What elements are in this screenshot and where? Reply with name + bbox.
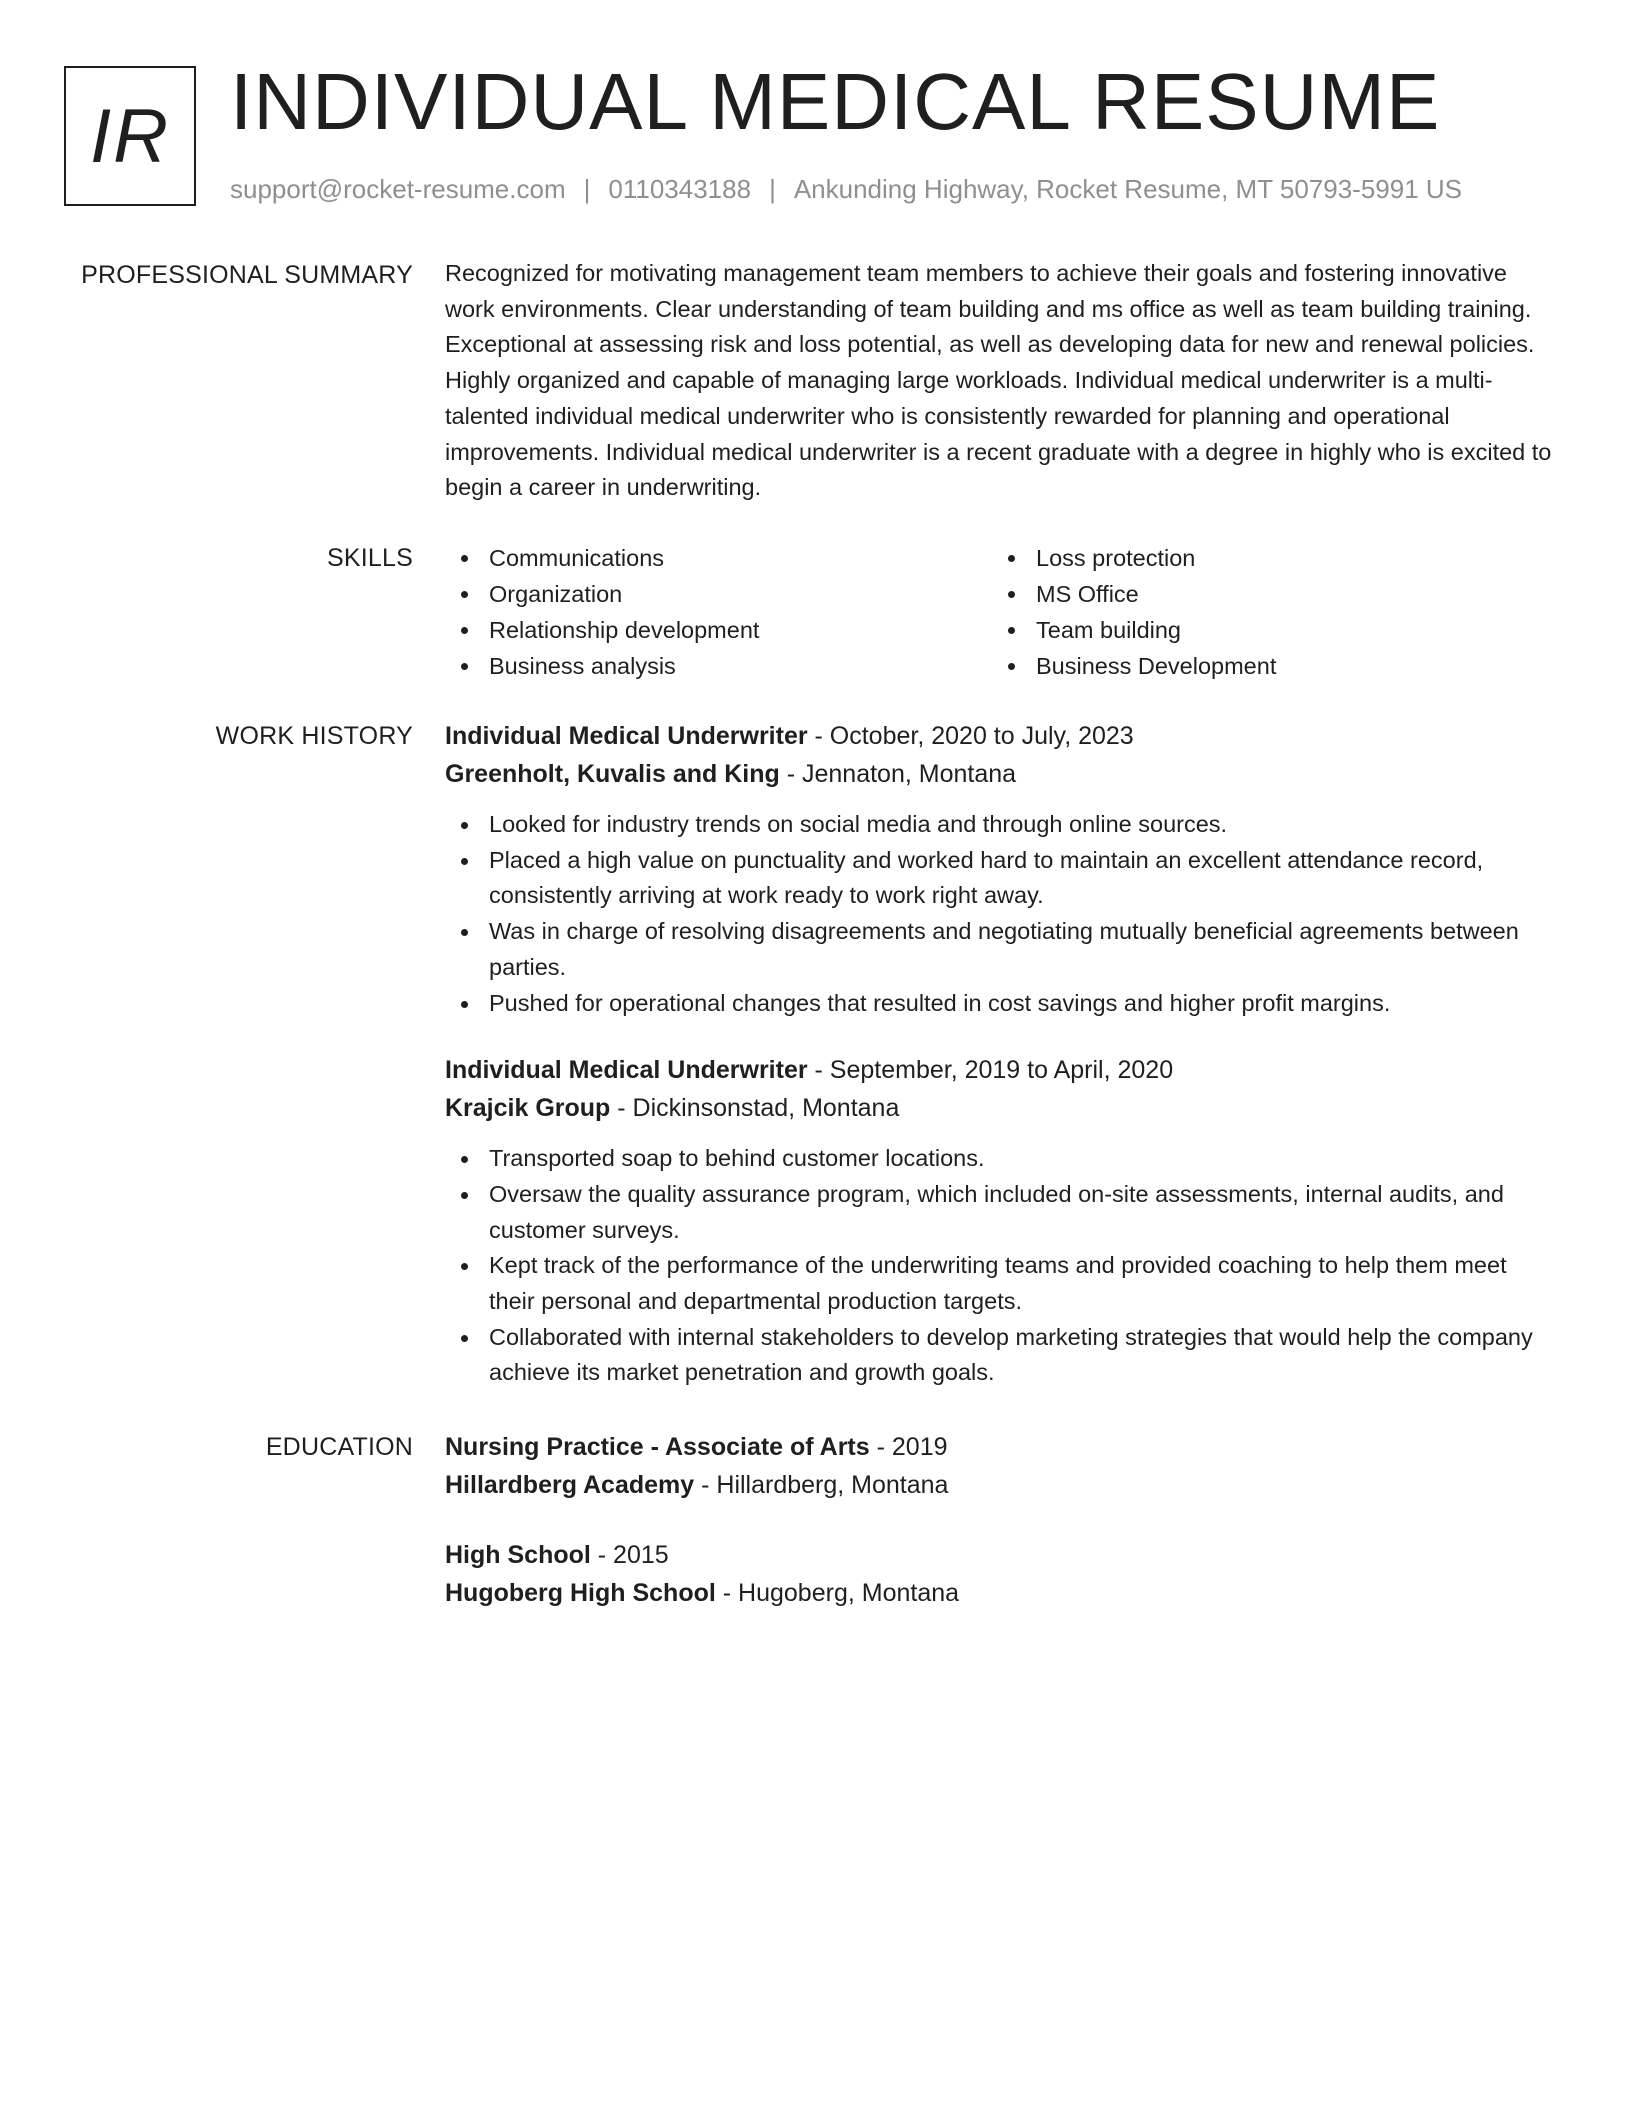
contact-separator: | bbox=[583, 174, 591, 204]
job-bullets bbox=[445, 1141, 1557, 1391]
job-bullet: Pushed for operational changes that resulted in cost savings and higher profit margins. bbox=[445, 986, 1557, 1022]
section-label-skills: SKILLS bbox=[327, 544, 413, 572]
education-entry bbox=[445, 1536, 1557, 1612]
job-dates: - October, 2020 to July, 2023 bbox=[807, 722, 1134, 750]
job-title-line bbox=[445, 717, 1557, 755]
job-bullet: Looked for industry trends on social media and through online sources. bbox=[445, 807, 1557, 843]
contact-phone: 0110343188 bbox=[608, 174, 752, 204]
education-year: - 2019 bbox=[869, 1433, 948, 1461]
contact-address: Ankunding Highway, Rocket Resume, MT 50793-5991 US bbox=[793, 174, 1462, 204]
section-label-work-history: WORK HISTORY bbox=[215, 722, 413, 750]
skill-item: Loss protection bbox=[992, 540, 1539, 576]
job-bullet: Kept track of the performance of the underwriting teams and provided coaching to help them meet their personal and departmental production targets. bbox=[445, 1248, 1557, 1319]
section-label-education: EDUCATION bbox=[265, 1433, 413, 1461]
job-title-line bbox=[445, 1051, 1557, 1089]
education-degree: Nursing Practice - Associate of Arts bbox=[445, 1433, 870, 1461]
skills-column-left bbox=[445, 540, 992, 684]
education-school: Hugoberg High School bbox=[445, 1579, 716, 1607]
education-entry bbox=[445, 1428, 1557, 1504]
education-body bbox=[445, 1428, 1557, 1612]
summary-body bbox=[445, 256, 1557, 506]
skill-item: Organization bbox=[445, 576, 992, 612]
job-entry bbox=[445, 717, 1557, 1021]
education-school-line bbox=[445, 1574, 1557, 1612]
skill-item: Team building bbox=[992, 612, 1539, 648]
job-company: Greenholt, Kuvalis and King bbox=[445, 760, 780, 788]
job-bullets bbox=[445, 807, 1557, 1021]
job-entry bbox=[445, 1051, 1557, 1391]
education-degree-line bbox=[445, 1536, 1557, 1574]
monogram-badge: IR bbox=[64, 66, 196, 206]
job-company: Krajcik Group bbox=[445, 1094, 611, 1123]
skill-item: Business Development bbox=[992, 648, 1539, 684]
job-bullet: Transported soap to behind customer locations. bbox=[445, 1141, 1557, 1177]
contact-line bbox=[230, 172, 1462, 206]
job-company-line bbox=[445, 755, 1557, 793]
job-title: Individual Medical Underwriter bbox=[445, 1056, 808, 1085]
job-bullet: Placed a high value on punctuality and worked hard to maintain an excellent attendance record, consistently arriving at work ready to work right away. bbox=[445, 843, 1557, 914]
education-year: - 2015 bbox=[590, 1541, 669, 1569]
contact-separator: | bbox=[769, 174, 776, 204]
job-company-line bbox=[445, 1089, 1557, 1127]
job-title: Individual Medical Underwriter bbox=[445, 722, 808, 750]
work-history-body bbox=[445, 717, 1557, 1391]
education-degree: High School bbox=[445, 1541, 591, 1569]
skill-item: Relationship development bbox=[445, 612, 992, 648]
resume-title: INDIVIDUAL MEDICAL RESUME bbox=[230, 57, 1441, 146]
job-dates: - September, 2019 to April, 2020 bbox=[807, 1056, 1174, 1085]
education-school-line bbox=[445, 1466, 1557, 1504]
education-school: Hillardberg Academy bbox=[445, 1471, 695, 1499]
section-label-summary: PROFESSIONAL SUMMARY bbox=[81, 261, 413, 289]
job-location: - Dickinsonstad, Montana bbox=[610, 1094, 900, 1123]
skill-item: Business analysis bbox=[445, 648, 992, 684]
education-degree-line bbox=[445, 1428, 1557, 1466]
job-location: - Jennaton, Montana bbox=[779, 760, 1017, 788]
job-bullet: Collaborated with internal stakeholders to develop marketing strategies that would help the company achieve its market penetration and growth goals. bbox=[445, 1320, 1557, 1391]
skills-column-right bbox=[992, 540, 1539, 684]
job-bullet: Was in charge of resolving disagreements and negotiating mutually beneficial agreements between parties. bbox=[445, 914, 1557, 985]
summary-text: Recognized for motivating management team members to achieve their goals and fostering innovative work environments. Clear understanding of team building and ms office as well as team building training. Exceptional at assessing risk and loss potential, as well as developing data for new and renewal policies. Highly organized and capable of managing large workloads. Individual medical underwriter is a multi-talented individual medical underwriter who is consistently rewarded for planning and operational improvements. Individual medical underwriter is a recent graduate with a degree in highly who is excited to begin a career in underwriting. bbox=[445, 260, 1552, 501]
contact-email: support@rocket-resume.com bbox=[230, 174, 566, 204]
skill-item: Communications bbox=[445, 540, 992, 576]
education-location: - Hugoberg, Montana bbox=[715, 1579, 960, 1607]
job-bullet: Oversaw the quality assurance program, which included on-site assessments, internal audits, and customer surveys. bbox=[445, 1177, 1557, 1248]
skill-item: MS Office bbox=[992, 576, 1539, 612]
skills-grid bbox=[445, 540, 1557, 684]
education-location: - Hillardberg, Montana bbox=[694, 1471, 949, 1499]
